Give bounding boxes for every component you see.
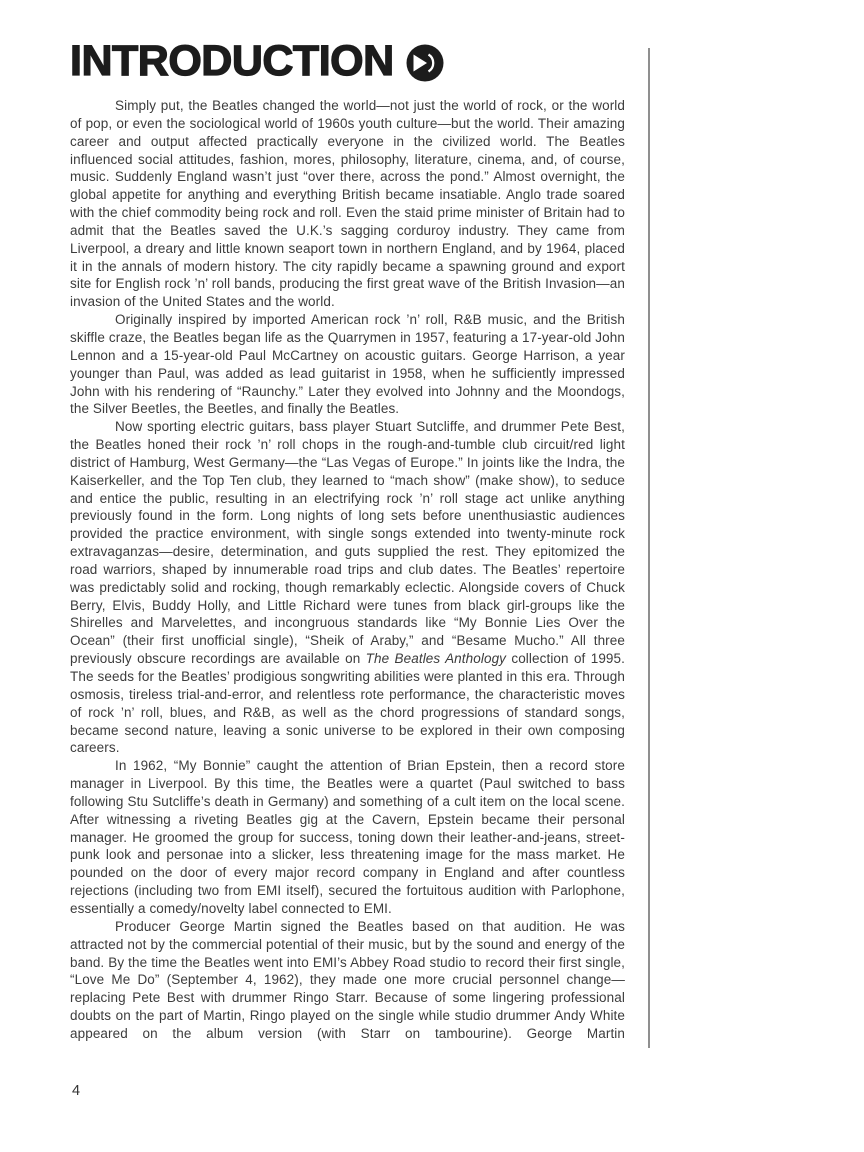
paragraph <box>70 418 625 757</box>
book-title-reference: The Beatles Anthology <box>365 651 507 667</box>
paragraph: Simply put, the Beatles changed the world—not just the world of rock, or the world of pop, or even the sociological world of 1960s youth culture—but the world. Their amazing career and output affected practically everyone in the civilized world. The Beatles influenced social attitudes, fashion, mores, philosophy, literature, cinema, and, of course, music. Suddenly England wasn’t just “over there, across the pond.” Almost overnight, the global appetite for anything and everything British became insatiable. Anglo trade soared with the chief commodity being rock and roll. Even the staid prime minister of Britain had to admit that the Beatles saved the U.K.’s sagging corduroy industry. They came from Liverpool, a dreary and little known seaport town in northern England, and by 1964, placed it in the annals of modern history. The city rapidly became a spawning ground and export site for English rock ’n’ roll bands, producing the first great wave of the British Invasion—an invasion of the United States and the world. <box>70 98 625 310</box>
speaker-icon <box>405 43 445 83</box>
page-number: 4 <box>72 1083 81 1099</box>
chapter-header <box>70 37 445 85</box>
paragraph-text: Now sporting electric guitars, bass player Stuart Sutcliffe, and drummer Pete Best, the Beatles honed their rock ’n’ roll chops in the rough-and-tumble club circuit/red light district of Hamburg, West Germany—the “Las Vegas of Europe.” In joints like the Indra, the Kaiserkeller, and the Top Ten club, they learned to “mach show” (make show), to seduce and entice the public, resulting in an electrifying rock ’n’ roll stage act unlike anything previously found in the form. Long nights of long sets before unenthusiastic audiences provided the practice environment, with single songs extended into twenty-minute rock extravaganzas—desire, determination, and guts supplied the rest. They epitomized the road warriors, shaped by innumerable road trips and club dates. The Beatles’ repertoire was predictably solid and rocking, though remarkably eclectic. Alongside covers of Chuck Berry, Elvis, Buddy Holly, and Little Richard were tunes from black girl-groups like the Shirelles and Marvelettes, and incongruous standards like “My Bonnie Lies Over the Ocean” (their first unofficial single), “Sheik of Araby,” and “Besame Mucho.” All three previously obscure recordings are available on <box>70 419 625 667</box>
paragraph: Producer George Martin signed the Beatles based on that audition. He was attracted not by the commercial potential of their music, but by the sound and energy of the band. By the time the Beatles went into EMI’s Abbey Road studio to record their first single, “Love Me Do” (September 4, 1962), they made one more crucial personnel change—replacing Pete Best with drummer Ringo Starr. Because of some lingering professional doubts on the part of Martin, Ringo played on the single while studio drummer Andy White appeared on the album version (with Starr on tambourine). George Martin <box>70 918 625 1041</box>
chapter-body <box>70 97 625 1043</box>
paragraph: Originally inspired by imported American rock ’n’ roll, R&B music, and the British skiffle craze, the Beatles began life as the Quarrymen in 1957, featuring a 17-year-old John Lennon and a 15-year-old Paul McCartney on acoustic guitars. George Harrison, a year younger than Paul, was added as lead guitarist in 1958, when he sufficiently impressed John with his rendering of “Raunchy.” Later they evolved into Johnny and the Moondogs, the Silver Beetles, the Beetles, and finally the Beatles. <box>70 312 625 417</box>
page-title: INTRODUCTION <box>70 37 394 85</box>
paragraph-text: collection of 1995. The seeds for the Beatles’ prodigious songwriting abilities were planted in this era. Through osmosis, tireless trial-and-error, and relentless rote performance, the characteristic moves of rock ’n’ roll, blues, and R&B, as well as the chord progressions of standard songs, became second nature, leaving a sonic universe to be explored in their own composing careers. <box>70 651 626 756</box>
paragraph: In 1962, “My Bonnie” caught the attention of Brian Epstein, then a record store manager in Liverpool. By this time, the Beatles were a quartet (Paul switched to bass following Stu Sutcliffe’s death in Germany) and something of a cult item on the local scene. After witnessing a riveting Beatles gig at the Cavern, Epstein became their personal manager. He groomed the group for success, toning down their leather-and-jeans, street-punk look and personae into a slicker, less threatening image for the mass market. He pounded on the door of every major record company in England and after countless rejections (including two from EMI itself), secured the fortuitous audition with Parlophone, essentially a comedy/novelty label connected to EMI. <box>70 758 625 916</box>
column-divider-rule <box>648 48 650 1048</box>
